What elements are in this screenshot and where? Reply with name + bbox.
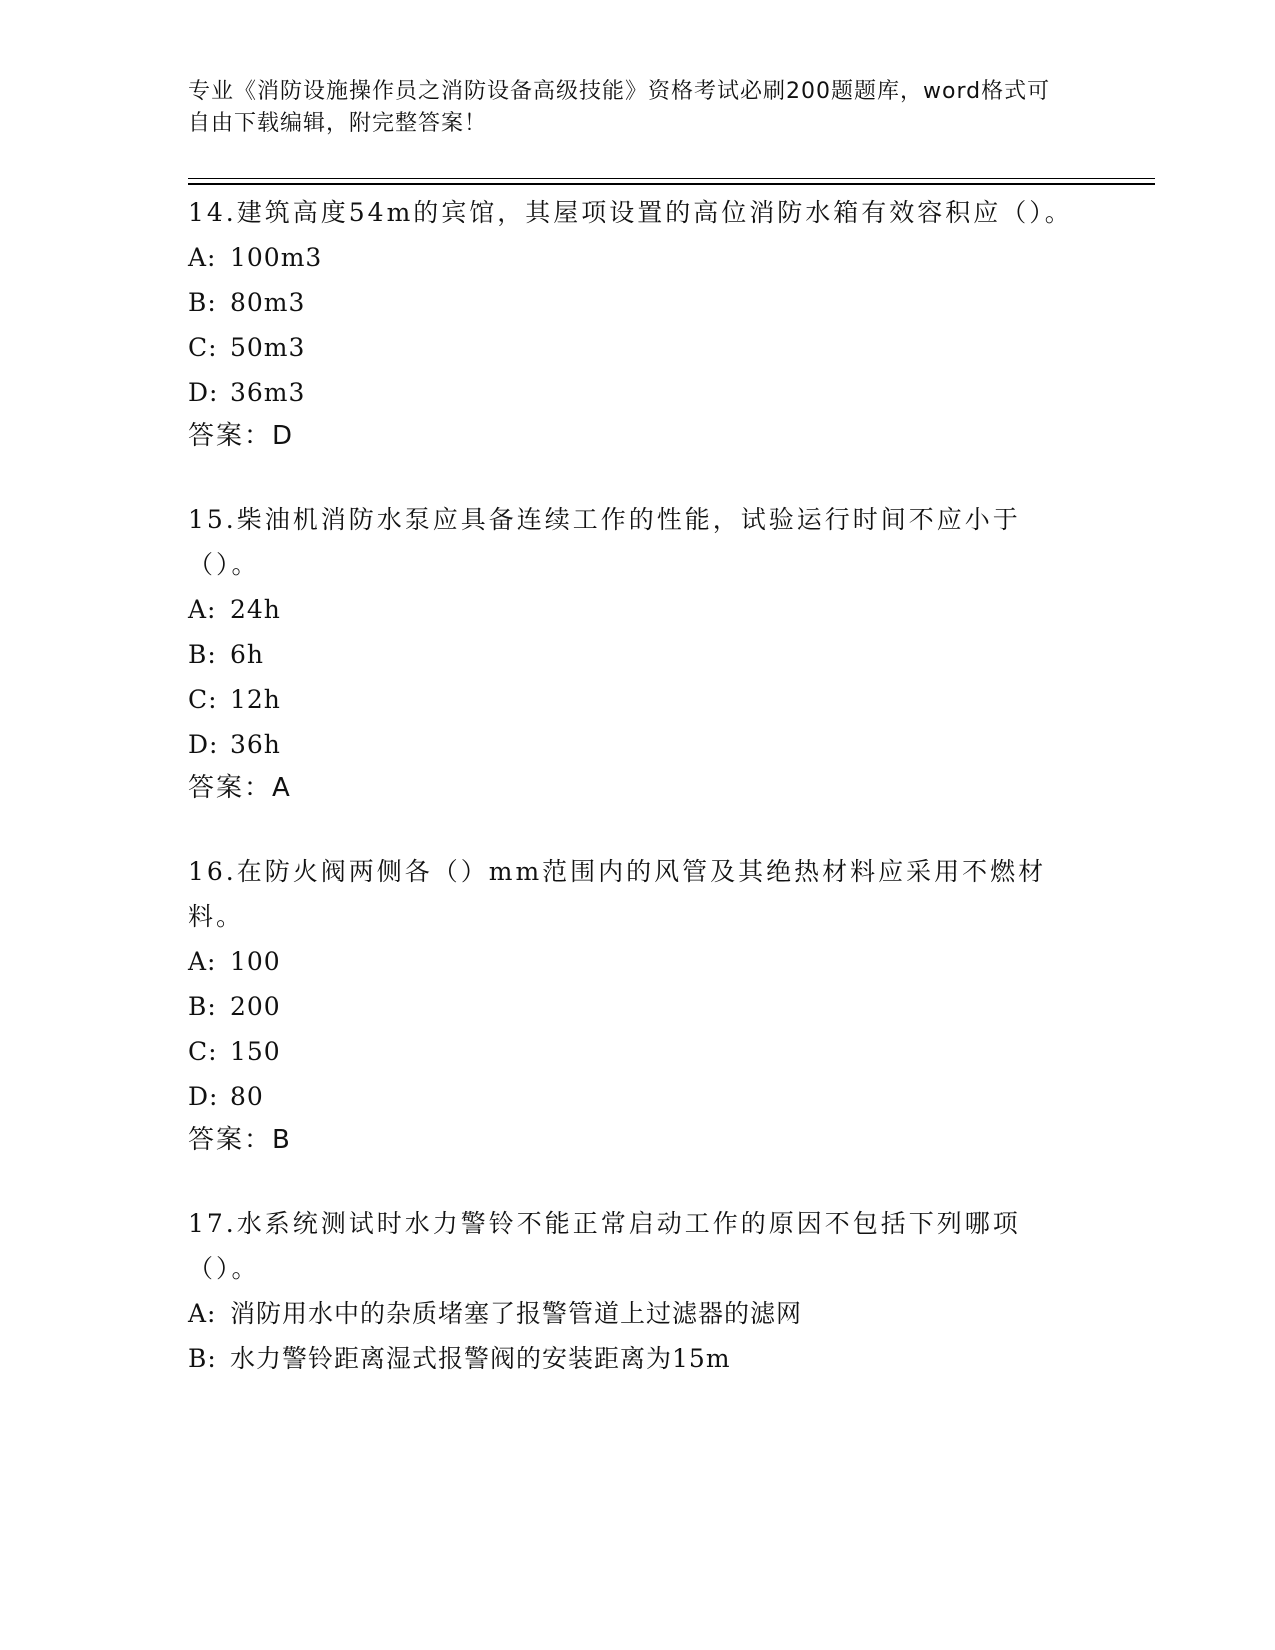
option-letter: C: bbox=[188, 685, 218, 714]
option-text: 6h bbox=[230, 640, 265, 669]
header-rule-thick bbox=[188, 183, 1155, 185]
option-text: 200 bbox=[230, 992, 281, 1021]
option-text: 12h bbox=[230, 685, 281, 714]
question-16 bbox=[188, 849, 1088, 1161]
question-stem: 16.在防火阀两侧各（）mm范围内的风管及其绝热材料应采用不燃材料。 bbox=[188, 857, 1047, 931]
option-b bbox=[188, 984, 1088, 1029]
option-letter: D: bbox=[188, 730, 219, 759]
question-stem: 14.建筑高度54m的宾馆，其屋项设置的高位消防水箱有效容积应（）。 bbox=[188, 198, 1073, 227]
question-17 bbox=[188, 1201, 1088, 1381]
option-text: 80 bbox=[230, 1082, 264, 1111]
option-d bbox=[188, 1074, 1088, 1119]
option-a bbox=[188, 587, 1088, 632]
option-letter: C: bbox=[188, 1037, 218, 1066]
document-header: 专业《消防设施操作员之消防设备高级技能》资格考试必刷200题题库，word格式可自由下载编辑，附完整答案！ bbox=[188, 79, 1051, 136]
question-15 bbox=[188, 497, 1088, 809]
answer-line: 答案：B bbox=[188, 1125, 292, 1155]
option-b bbox=[188, 280, 1088, 325]
option-letter: A: bbox=[188, 243, 217, 272]
option-text: 80m3 bbox=[230, 288, 306, 317]
option-letter: B: bbox=[188, 640, 217, 669]
option-letter: C: bbox=[188, 333, 218, 362]
option-text: 水力警铃距离湿式报警阀的安装距离为15m bbox=[230, 1344, 731, 1373]
question-14 bbox=[188, 190, 1088, 457]
option-b bbox=[188, 1336, 1088, 1381]
option-letter: A: bbox=[188, 1299, 217, 1328]
question-list bbox=[188, 190, 1088, 1421]
option-letter: A: bbox=[188, 595, 217, 624]
option-text: 消防用水中的杂质堵塞了报警管道上过滤器的滤网 bbox=[230, 1299, 803, 1328]
option-letter: D: bbox=[188, 1082, 219, 1111]
option-text: 24h bbox=[230, 595, 281, 624]
option-letter: D: bbox=[188, 378, 219, 407]
question-stem: 17.水系统测试时水力警铃不能正常启动工作的原因不包括下列哪项（）。 bbox=[188, 1209, 1021, 1283]
option-a bbox=[188, 1291, 1088, 1336]
answer-line: 答案：A bbox=[188, 773, 292, 803]
option-a bbox=[188, 939, 1088, 984]
option-c bbox=[188, 325, 1088, 370]
option-text: 100m3 bbox=[230, 243, 323, 272]
option-d bbox=[188, 722, 1088, 767]
option-text: 36h bbox=[230, 730, 281, 759]
option-letter: B: bbox=[188, 1344, 217, 1373]
option-letter: A: bbox=[188, 947, 217, 976]
option-text: 36m3 bbox=[230, 378, 306, 407]
option-c bbox=[188, 1029, 1088, 1074]
question-stem: 15.柴油机消防水泵应具备连续工作的性能，试验运行时间不应小于（）。 bbox=[188, 505, 1021, 579]
option-a bbox=[188, 235, 1088, 280]
option-text: 50m3 bbox=[230, 333, 306, 362]
option-text: 100 bbox=[230, 947, 281, 976]
option-c bbox=[188, 677, 1088, 722]
option-letter: B: bbox=[188, 992, 217, 1021]
answer-line: 答案：D bbox=[188, 421, 295, 451]
option-letter: B: bbox=[188, 288, 217, 317]
header-rule-thin bbox=[188, 178, 1155, 179]
option-d bbox=[188, 370, 1088, 415]
option-b bbox=[188, 632, 1088, 677]
option-text: 150 bbox=[230, 1037, 281, 1066]
